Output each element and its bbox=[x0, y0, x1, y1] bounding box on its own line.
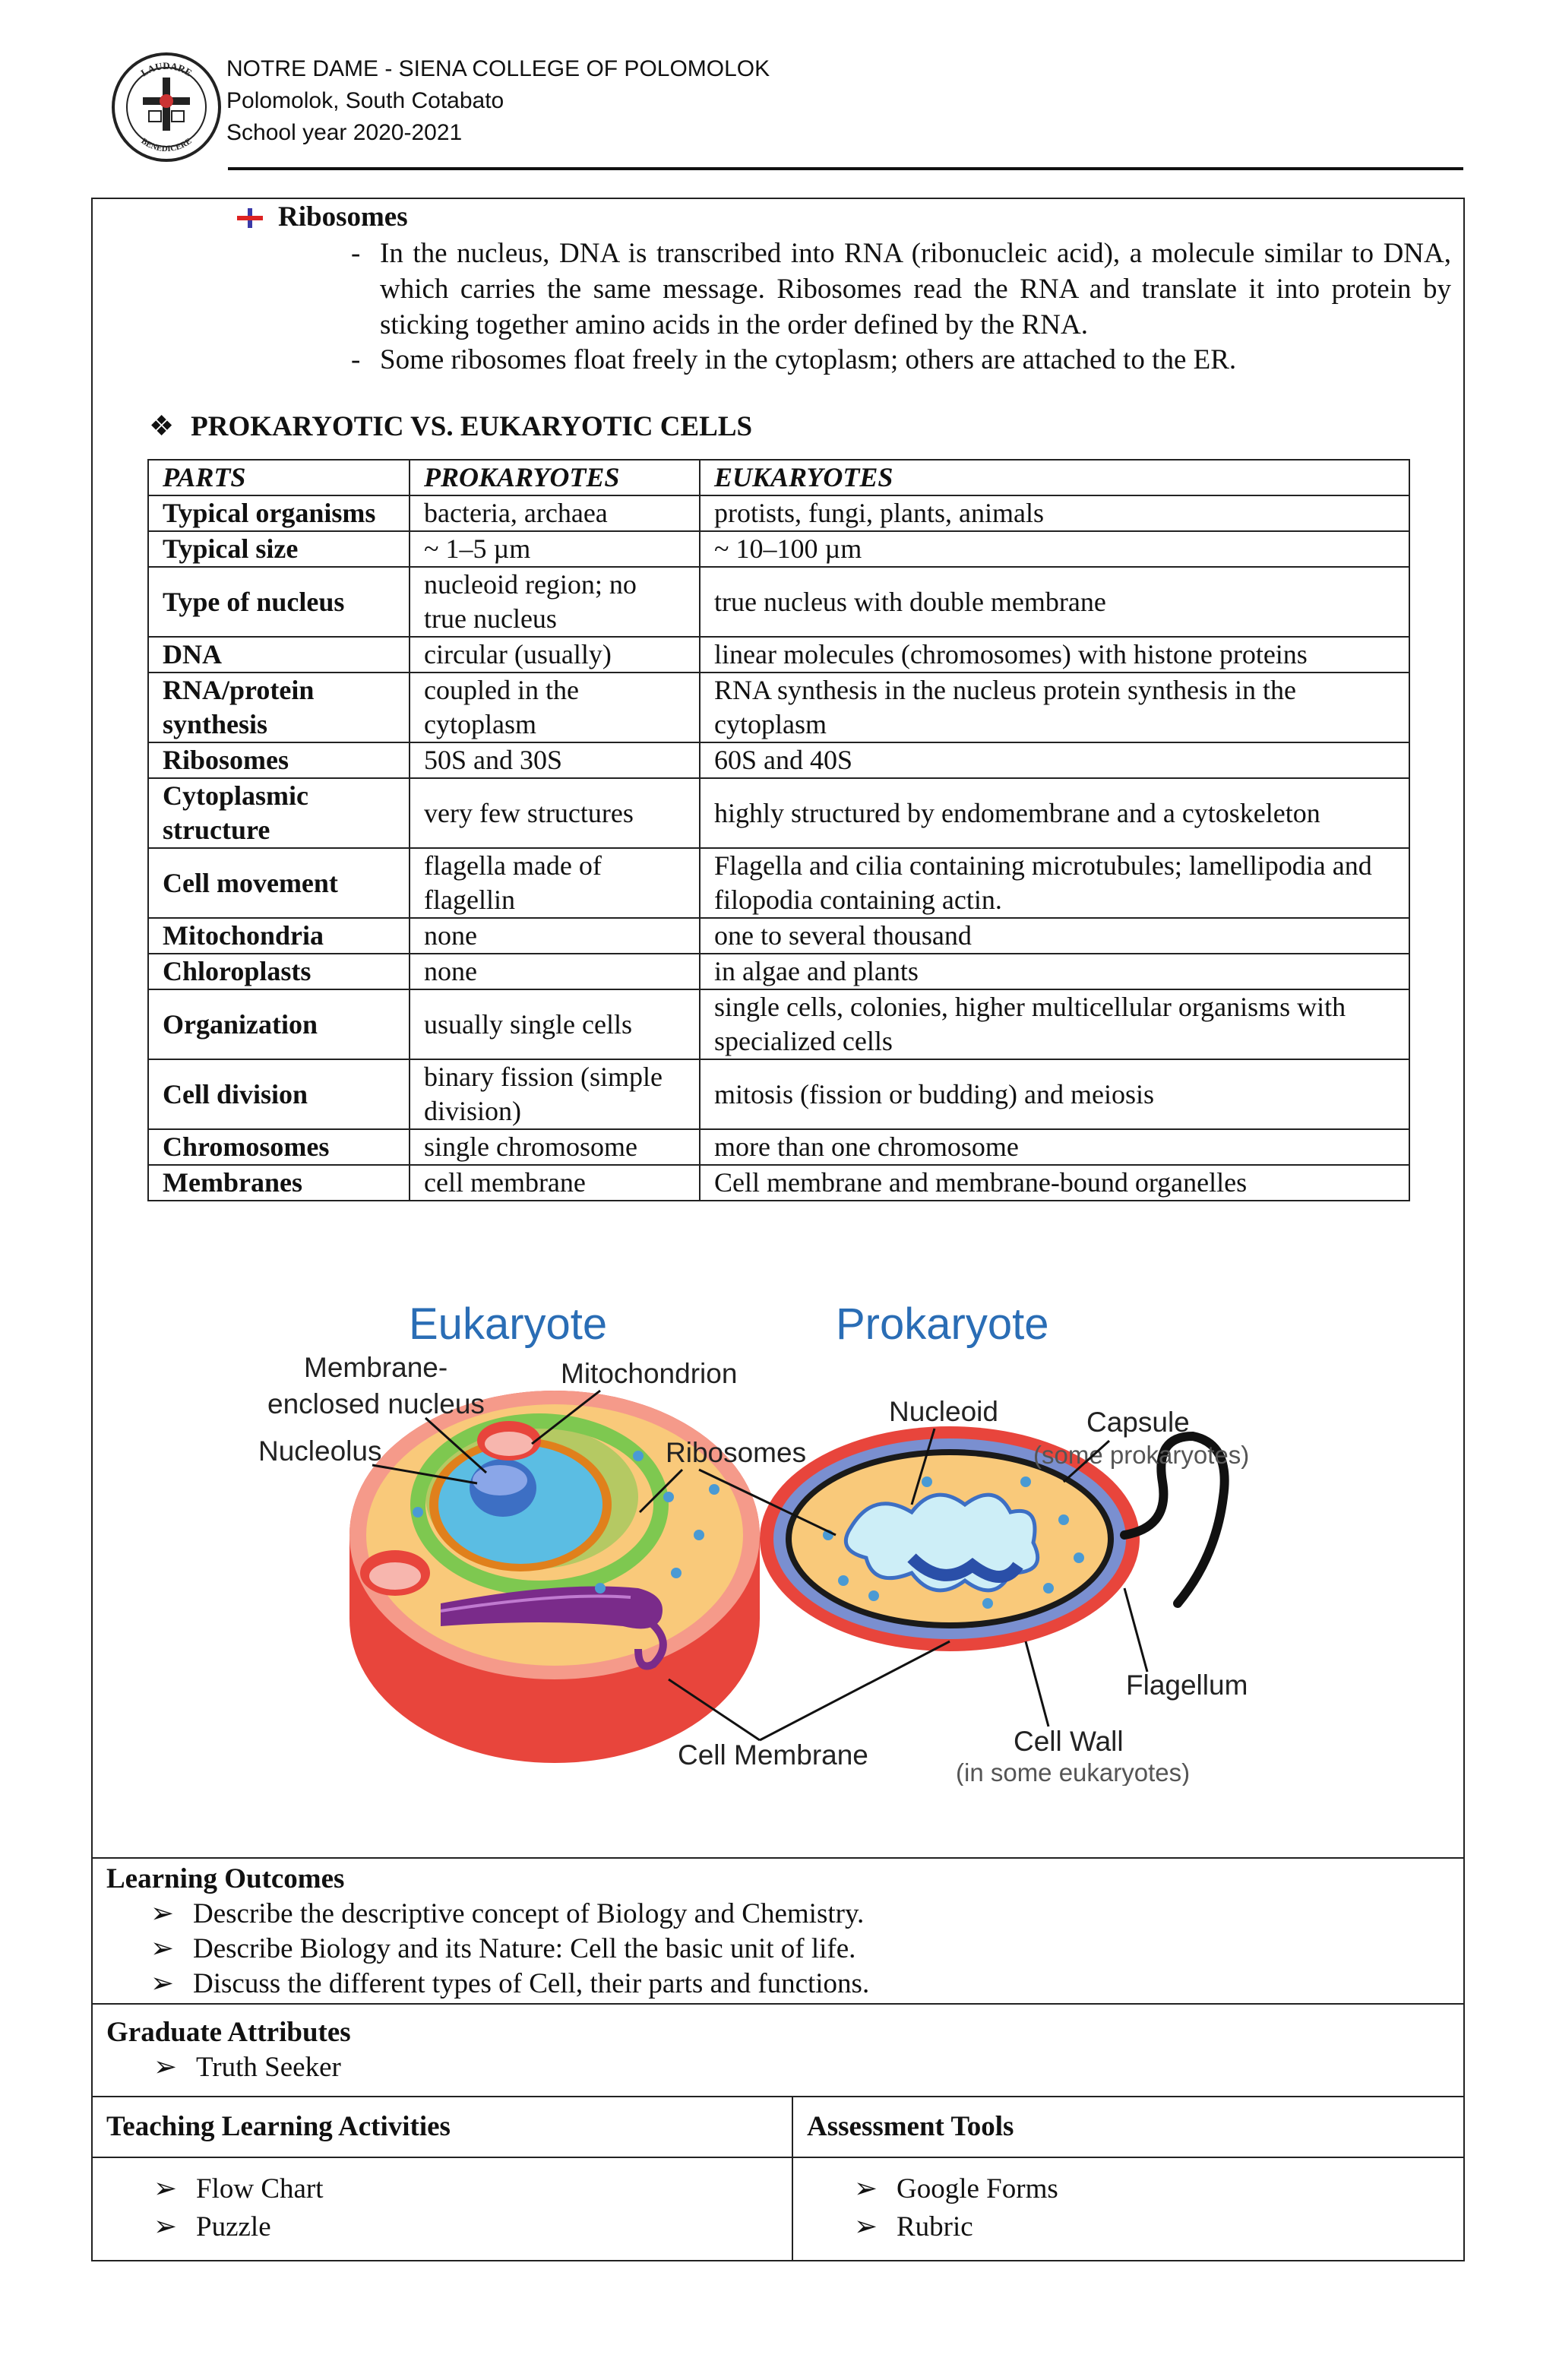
table-row bbox=[148, 495, 1409, 531]
ribosomes-heading-text: Ribosomes bbox=[278, 201, 408, 233]
eukaryote-cell-value: RNA synthesis in the nucleus protein synthesis in the cytoplasm bbox=[700, 673, 1409, 742]
plus-bullet-icon bbox=[237, 208, 263, 228]
header-divider bbox=[228, 167, 1463, 170]
arrow-bullet-icon: ➢ bbox=[153, 2173, 178, 2204]
assessment-text: Rubric bbox=[897, 2211, 973, 2242]
table-row bbox=[148, 742, 1409, 778]
divider-activities-header bbox=[91, 2157, 1465, 2158]
table-row bbox=[148, 1129, 1409, 1165]
comparison-title bbox=[149, 409, 752, 445]
eukaryote-cell-value: true nucleus with double membrane bbox=[700, 567, 1409, 637]
comparison-table bbox=[147, 459, 1410, 1201]
part-cell: Typical organisms bbox=[148, 495, 410, 531]
label-nucleoid: Nucleoid bbox=[889, 1396, 998, 1427]
divider-learning-outcomes bbox=[91, 1857, 1465, 1859]
assessment-item bbox=[854, 2210, 973, 2245]
graduate-attributes-title: Graduate Attributes bbox=[106, 2017, 351, 2048]
label-cell-wall: Cell Wall bbox=[1014, 1726, 1124, 1757]
prokaryote-cell-value: 50S and 30S bbox=[410, 742, 700, 778]
learning-outcomes-title: Learning Outcomes bbox=[106, 1863, 345, 1894]
table-row bbox=[148, 531, 1409, 567]
table-row bbox=[148, 778, 1409, 848]
comparison-title-text: PROKARYOTIC VS. EUKARYOTIC CELLS bbox=[191, 411, 753, 442]
label-capsule-note: (some prokaryotes) bbox=[1033, 1441, 1250, 1469]
prokaryote-cell-value: very few structures bbox=[410, 778, 700, 848]
label-nucleolus: Nucleolus bbox=[258, 1435, 382, 1467]
table-header-row bbox=[148, 460, 1409, 495]
learning-outcome-text: Describe the descriptive concept of Biology and Chemistry. bbox=[193, 1898, 865, 1929]
eukaryote-cell-value: one to several thousand bbox=[700, 918, 1409, 954]
label-mitochondrion: Mitochondrion bbox=[561, 1358, 738, 1389]
part-cell: Cell division bbox=[148, 1059, 410, 1129]
dash-bullet: - bbox=[351, 238, 361, 269]
prokaryote-cell-value: usually single cells bbox=[410, 989, 700, 1059]
part-cell: Organization bbox=[148, 989, 410, 1059]
arrow-bullet-icon: ➢ bbox=[854, 2211, 878, 2242]
activity-text: Flow Chart bbox=[196, 2173, 324, 2204]
arrow-bullet-icon: ➢ bbox=[153, 2052, 178, 2083]
part-cell: Cell movement bbox=[148, 848, 410, 918]
ribosomes-bullet-2: Some ribosomes float freely in the cytoplasm; others are attached to the ER. bbox=[380, 344, 1237, 375]
learning-outcome-item bbox=[150, 1967, 869, 2002]
graduate-attribute-item bbox=[153, 2050, 341, 2085]
school-year: School year 2020-2021 bbox=[226, 120, 463, 145]
label-flagellum: Flagellum bbox=[1126, 1669, 1248, 1701]
table-row bbox=[148, 989, 1409, 1059]
label-cell-membrane: Cell Membrane bbox=[678, 1739, 868, 1771]
school-location: Polomolok, South Cotabato bbox=[226, 88, 504, 113]
part-cell: Chloroplasts bbox=[148, 954, 410, 989]
arrow-bullet-icon: ➢ bbox=[150, 1898, 175, 1929]
activity-text: Puzzle bbox=[196, 2211, 271, 2242]
part-cell: Mitochondria bbox=[148, 918, 410, 954]
svg-text:BENEDICERE: BENEDICERE bbox=[139, 136, 194, 154]
prokaryote-cell-value: binary fission (simple division) bbox=[410, 1059, 700, 1129]
graduate-attribute-text: Truth Seeker bbox=[196, 2052, 341, 2083]
label-membrane-line1: Membrane- bbox=[304, 1352, 448, 1383]
teaching-activities-title: Teaching Learning Activities bbox=[106, 2111, 451, 2142]
eukaryote-cell-value: protists, fungi, plants, animals bbox=[700, 495, 1409, 531]
part-cell: Ribosomes bbox=[148, 742, 410, 778]
eukaryote-cell-value: more than one chromosome bbox=[700, 1129, 1409, 1165]
prokaryote-cell-value: circular (usually) bbox=[410, 637, 700, 673]
divider-activities-column bbox=[792, 2096, 793, 2261]
prokaryote-cell-value: bacteria, archaea bbox=[410, 495, 700, 531]
table-row bbox=[148, 637, 1409, 673]
activity-item bbox=[153, 2210, 271, 2245]
prokaryote-cell-value: flagella made of flagellin bbox=[410, 848, 700, 918]
prokaryote-cell-value: none bbox=[410, 918, 700, 954]
part-cell: Type of nucleus bbox=[148, 567, 410, 637]
prokaryote-title: Prokaryote bbox=[836, 1299, 1049, 1349]
prokaryote-cell-value: coupled in the cytoplasm bbox=[410, 673, 700, 742]
prokaryote-cell-value: ~ 1–5 µm bbox=[410, 531, 700, 567]
eukaryote-cell-value: single cells, colonies, higher multicellular organisms with specialized cells bbox=[700, 989, 1409, 1059]
label-membrane-line2: enclosed nucleus bbox=[267, 1388, 485, 1419]
learning-outcome-item bbox=[150, 1897, 864, 1932]
learning-outcome-item bbox=[150, 1932, 855, 1967]
assessment-text: Google Forms bbox=[897, 2173, 1058, 2204]
cell-diagram bbox=[243, 1284, 1307, 1786]
assessment-tools-title: Assessment Tools bbox=[807, 2111, 1014, 2142]
eukaryote-cell-value: highly structured by endomembrane and a cytoskeleton bbox=[700, 778, 1409, 848]
arrow-bullet-icon: ➢ bbox=[150, 1968, 175, 1999]
arrow-bullet-icon: ➢ bbox=[153, 2211, 178, 2242]
eukaryote-cell-value: mitosis (fission or budding) and meiosis bbox=[700, 1059, 1409, 1129]
table-row bbox=[148, 567, 1409, 637]
eukaryote-cell-value: ~ 10–100 µm bbox=[700, 531, 1409, 567]
dash-bullet: - bbox=[351, 344, 361, 375]
label-ribosomes: Ribosomes bbox=[666, 1437, 807, 1468]
learning-outcome-text: Describe Biology and its Nature: Cell the basic unit of life. bbox=[193, 1933, 856, 1964]
learning-outcome-text: Discuss the different types of Cell, their parts and functions. bbox=[193, 1968, 870, 1999]
assessment-item bbox=[854, 2172, 1058, 2207]
table-row bbox=[148, 673, 1409, 742]
table-row bbox=[148, 918, 1409, 954]
eukaryote-cell-value: in algae and plants bbox=[700, 954, 1409, 989]
prokaryote-cell-value: cell membrane bbox=[410, 1165, 700, 1201]
table-row bbox=[148, 954, 1409, 989]
ribosomes-bullet-1: In the nucleus, DNA is transcribed into RNA (ribonucleic acid), a molecule similar to DNA, which carries the same message. Ribosomes read the RNA and translate it into protein by sticking together amino acids in the order defined by the RNA. bbox=[380, 238, 1451, 340]
prokaryote-cell-value: nucleoid region; no true nucleus bbox=[410, 567, 700, 637]
arrow-bullet-icon: ➢ bbox=[150, 1933, 175, 1964]
part-cell: DNA bbox=[148, 637, 410, 673]
table-row bbox=[148, 1165, 1409, 1201]
school-name: NOTRE DAME - SIENA COLLEGE OF POLOMOLOK bbox=[226, 56, 770, 81]
document-header bbox=[91, 46, 1463, 173]
eukaryote-title: Eukaryote bbox=[409, 1299, 608, 1349]
divider-activities bbox=[91, 2096, 1465, 2097]
divider-graduate-attributes bbox=[91, 2003, 1465, 2005]
part-cell: Typical size bbox=[148, 531, 410, 567]
activity-item bbox=[153, 2172, 324, 2207]
part-cell: Cytoplasmic structure bbox=[148, 778, 410, 848]
eukaryote-cell-value: linear molecules (chromosomes) with histone proteins bbox=[700, 637, 1409, 673]
table-row bbox=[148, 848, 1409, 918]
ribosomes-heading bbox=[278, 199, 408, 236]
school-seal-logo bbox=[109, 50, 223, 164]
eukaryote-cell-value: 60S and 40S bbox=[700, 742, 1409, 778]
svg-text:LAUDARE: LAUDARE bbox=[138, 60, 194, 79]
header-parts: PARTS bbox=[148, 460, 410, 495]
part-cell: Membranes bbox=[148, 1165, 410, 1201]
part-cell: Chromosomes bbox=[148, 1129, 410, 1165]
school-info bbox=[226, 53, 770, 149]
part-cell: RNA/protein synthesis bbox=[148, 673, 410, 742]
eukaryote-cell-value: Cell membrane and membrane-bound organelles bbox=[700, 1165, 1409, 1201]
header-prokaryotes: PROKARYOTES bbox=[410, 460, 700, 495]
header-eukaryotes: EUKARYOTES bbox=[700, 460, 1409, 495]
eukaryote-cell-value: Flagella and cilia containing microtubules; lamellipodia and filopodia containing actin. bbox=[700, 848, 1409, 918]
prokaryote-cell-value: single chromosome bbox=[410, 1129, 700, 1165]
label-capsule: Capsule bbox=[1086, 1407, 1190, 1438]
label-cell-wall-note: (in some eukaryotes) bbox=[956, 1758, 1191, 1786]
prokaryote-cell-value: none bbox=[410, 954, 700, 989]
table-row bbox=[148, 1059, 1409, 1129]
arrow-bullet-icon: ➢ bbox=[854, 2173, 878, 2204]
diamond-bullet-icon: ❖ bbox=[149, 411, 175, 442]
